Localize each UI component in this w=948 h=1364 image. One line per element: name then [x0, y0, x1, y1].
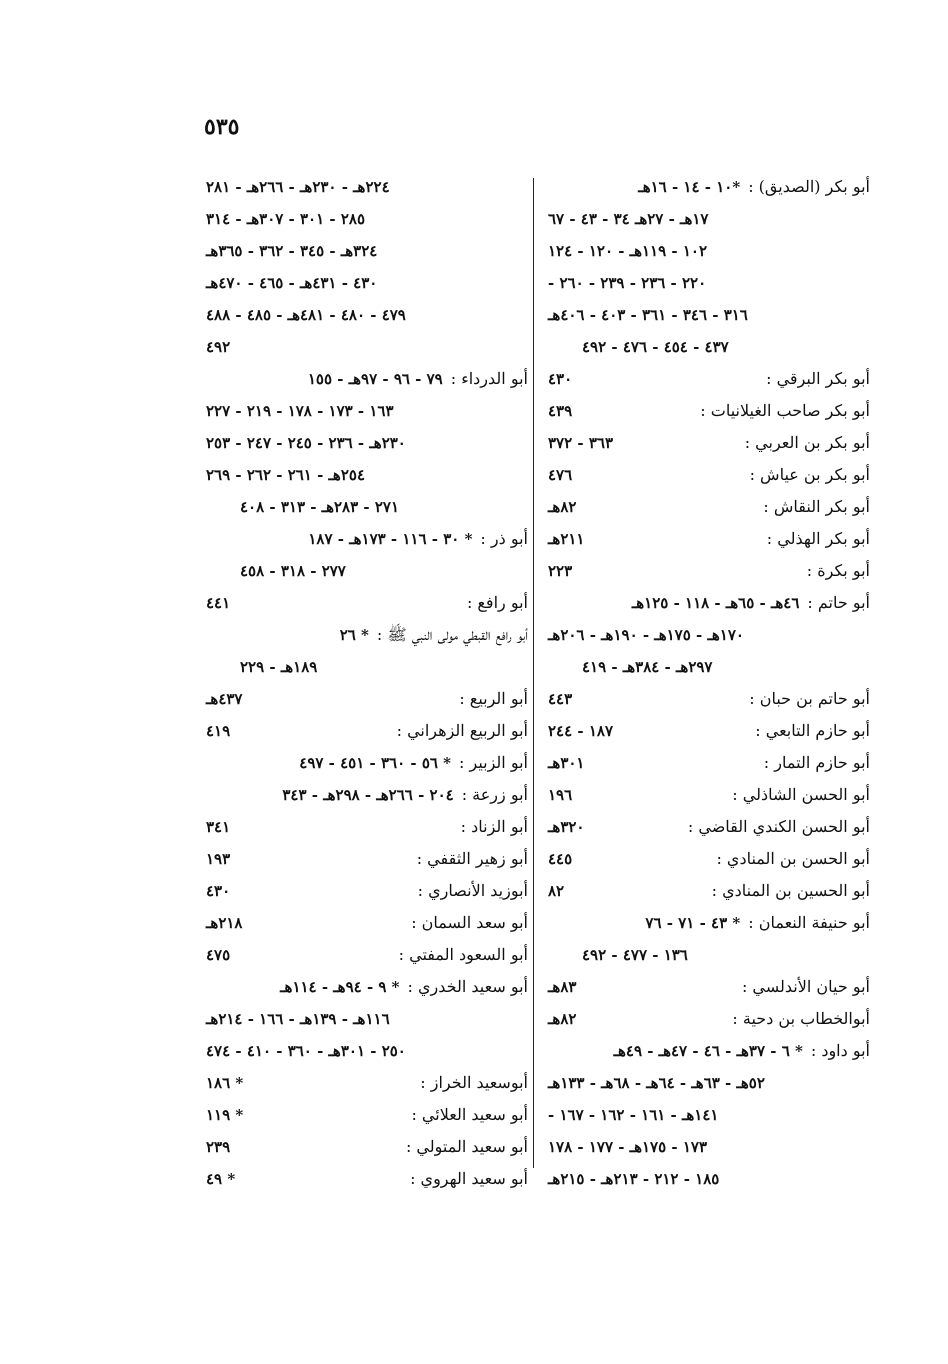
index-entry [200, 1035, 530, 1067]
index-entry [542, 779, 872, 811]
entry-pages: * ٤٩ [206, 1170, 236, 1188]
entry-name: أبو زرعة : [461, 785, 528, 804]
index-entry [542, 299, 872, 331]
entry-pages: ٥٢هـ - ٦٣هـ - ٦٤هـ - ٦٨هـ - ١٣٣هـ [548, 1074, 765, 1092]
entry-pages: ٢٣٠هـ - ٢٣٦ - ٢٤٥ - ٢٤٧ - ٢٥٣ [206, 434, 406, 452]
index-entry [200, 299, 530, 331]
entry-pages: ١٨٩هـ - ٢٢٩ [240, 658, 318, 676]
entry-pages: * ٤٣ - ٧١ - ٧٦ [645, 914, 741, 932]
entry-name: أبو بكر صاحب الغيلانيات : [700, 401, 870, 420]
index-entry [542, 747, 872, 779]
entry-name: أبو الحسن بن المنادي : [716, 849, 870, 868]
entry-pages: ٤١٩ [206, 722, 231, 740]
entry-pages: ٣٤١ [206, 818, 231, 836]
entry-pages: ٢٥٠ - ٣٠١هـ - ٣٦٠ - ٤١٠ - ٤٧٤ [206, 1042, 406, 1060]
entry-name: أبو حيان الأندلسي : [741, 977, 870, 996]
entry-name: أبو حازم التابعي : [755, 721, 870, 740]
entry-pages: ٤٣٧ - ٤٥٤ - ٤٧٦ - ٤٩٢ [582, 338, 729, 356]
index-entry [200, 619, 530, 651]
entry-name: أبو داود : [810, 1041, 870, 1060]
entry-name: أبو الربيع : [459, 689, 528, 708]
index-entry [200, 971, 530, 1003]
entry-pages: ٢٧٧ - ٣١٨ - ٤٥٨ [240, 562, 346, 580]
index-column-left [200, 171, 530, 1195]
index-entry [542, 1099, 872, 1131]
index-entry [542, 523, 872, 555]
page-number: ٥٣٥ [204, 114, 240, 140]
index-entry [542, 1035, 872, 1067]
index-entry [542, 459, 872, 491]
index-entry [542, 1163, 872, 1195]
entry-pages: ٤٤١ [206, 594, 231, 612]
entry-pages: ٨٢هـ [548, 1010, 577, 1028]
index-entry [200, 203, 530, 235]
entry-pages: * ٥٦ - ٣٦٠ - ٤٥١ - ٤٩٧ [299, 754, 452, 772]
entry-name: أبوزيد الأنصاري : [417, 881, 528, 900]
entry-pages: ٤٦هـ - ٦٥هـ - ١١٨ - ١٢٥هـ [631, 594, 800, 612]
index-entry [200, 683, 530, 715]
entry-name: أبو حازم التمار : [763, 753, 870, 772]
entry-pages: ٤٤٣ [548, 690, 573, 708]
index-entry [200, 555, 530, 587]
index-entry [542, 395, 872, 427]
index-entry [542, 363, 872, 395]
entry-pages: ٤٩٢ [206, 338, 231, 356]
index-entry [542, 1067, 872, 1099]
index-entry [542, 1003, 872, 1035]
entry-pages: ١٨٥ - ٢١٢ - ٢١٣هـ - ٢١٥هـ [548, 1170, 720, 1188]
index-entry [542, 555, 872, 587]
entry-name: أبوالخطاب بن دحية : [732, 1009, 870, 1028]
entry-pages: ١٦٣ - ١٧٣ - ١٧٨ - ٢١٩ - ٢٢٧ [206, 402, 394, 420]
index-entry [200, 651, 530, 683]
entry-name: أبو بكر (الصديق) : [748, 177, 870, 196]
entry-name: أبو بكر البرقي : [766, 369, 870, 388]
entry-pages: ١٨٧ - ٢٤٤ [548, 722, 614, 740]
index-entry [200, 1163, 530, 1195]
entry-pages: ٣٠١هـ [548, 754, 585, 772]
index-entry [200, 587, 530, 619]
entry-pages: ١٩٦ [548, 786, 573, 804]
index-entry [542, 811, 872, 843]
index-entry [200, 523, 530, 555]
index-entry [200, 875, 530, 907]
entry-name: أبو الدرداء : [450, 369, 528, 388]
entry-name: أبو السعود المفتي : [398, 945, 528, 964]
entry-pages: ٢٥٤هـ - ٢٦١ - ٢٦٢ - ٢٦٩ [206, 466, 366, 484]
entry-pages: ٣١٦ - ٣٤٦ - ٣٦١ - ٤٠٣ - ٤٠٦هـ [548, 306, 748, 324]
index-entry [200, 747, 530, 779]
entry-pages: ٤٣٠ - ٤٣١هـ - ٤٦٥ - ٤٧٠هـ [206, 274, 378, 292]
index-entry [542, 683, 872, 715]
entry-pages: ٤٤٥ [548, 850, 573, 868]
entry-name: أبو الحسن الكندي القاضي : [687, 817, 870, 836]
entry-pages: ٢٣٩ [206, 1138, 231, 1156]
index-entry [542, 619, 872, 651]
index-entry [200, 267, 530, 299]
index-entry [200, 427, 530, 459]
entry-pages: ٣٦٣ - ٣٧٢ [548, 434, 614, 452]
index-entry [200, 363, 530, 395]
entry-name: أبو بكرة : [806, 561, 870, 580]
index-column-right [542, 171, 872, 1195]
entry-pages: ٤٣٠ [206, 882, 231, 900]
index-entry [200, 907, 530, 939]
index-entry [542, 1131, 872, 1163]
entry-name: أبو زهير الثقفي : [416, 849, 528, 868]
index-entry [200, 491, 530, 523]
entry-name: أبو حاتم بن حبان : [749, 689, 870, 708]
index-entry [542, 491, 872, 523]
index-entry [542, 907, 872, 939]
entry-pages: ١٤١هـ - ١٦١ - ١٦٢ - ١٦٧ - [548, 1106, 719, 1124]
entry-pages: ٨٢هـ [548, 498, 577, 516]
entry-pages: ١١٦هـ - ١٣٩هـ - ١٦٦ - ٢١٤هـ [206, 1010, 390, 1028]
index-entry [200, 171, 530, 203]
entry-pages: ١٧هـ - ٢٧هـ ٣٤ - ٤٣ - ٦٧ [548, 210, 709, 228]
entry-pages: ٢٩٧هـ - ٣٨٤هـ - ٤١٩ [582, 658, 713, 676]
index-entry [542, 971, 872, 1003]
index-entry [542, 587, 872, 619]
entry-pages: ١٧٣ - ١٧٥هـ - ١٧٧ - ١٧٨ [548, 1138, 708, 1156]
index-entry [542, 235, 872, 267]
entry-pages: * ٩ - ٩٤هـ - ١١٤هـ [280, 978, 400, 996]
entry-pages: ٤٣٠ [548, 370, 573, 388]
entry-name: أبو ذر : [480, 529, 528, 548]
entry-pages: ٤٧٥ [206, 946, 231, 964]
index-entry [542, 843, 872, 875]
entry-name: أبو بكر النقاش : [763, 497, 870, 516]
entry-name: أبو الحسن الشاذلي : [732, 785, 870, 804]
index-entry [542, 427, 872, 459]
entry-name: أبو رافع القبطي مولى النبي ﷺ : [376, 625, 528, 644]
entry-pages: ٢٢٤هـ - ٢٣٠هـ - ٢٦٦هـ - ٢٨١ [206, 178, 390, 196]
entry-pages: ٤٣٩ [548, 402, 573, 420]
entry-pages: * ١١٩ [206, 1106, 244, 1124]
column-divider [533, 178, 534, 1168]
index-entry [542, 651, 872, 683]
index-entry [200, 1099, 530, 1131]
index-entry [200, 779, 530, 811]
index-entry [542, 171, 872, 203]
index-entry [542, 875, 872, 907]
entry-pages: * ١٨٦ [206, 1074, 244, 1092]
entry-pages: ٨٢ [548, 882, 565, 900]
index-entry [542, 267, 872, 299]
entry-name: أبو حنيفة النعمان : [748, 913, 870, 932]
entry-pages: ٣٢٤هـ - ٣٤٥ - ٣٦٢ - ٣٦٥هـ [206, 242, 378, 260]
entry-pages: ١٠٢ - ١١٩هـ - ١٢٠ - ١٢٤ [548, 242, 708, 260]
entry-pages: * ٣٠ - ١١٦ - ١٧٣هـ - ١٨٧ [308, 530, 473, 548]
entry-pages: * ٢٦ [339, 626, 369, 644]
entry-name: أبو سعيد المتولي : [405, 1137, 528, 1156]
index-entry [200, 811, 530, 843]
entry-pages: ١٩٣ [206, 850, 231, 868]
entry-pages: ٣٢٠هـ [548, 818, 585, 836]
entry-pages: ٧٩ - ٩٦ - ٩٧هـ - ١٥٥ [307, 370, 443, 388]
entry-name: أبو الحسين بن المنادي : [711, 881, 870, 900]
entry-pages: ٤٣٧هـ [206, 690, 243, 708]
index-entry [200, 843, 530, 875]
entry-pages: ٢٨٥ - ٣٠١ - ٣٠٧هـ - ٣١٤ [206, 210, 366, 228]
index-entry [200, 1067, 530, 1099]
entry-pages: * ٦ - ٣٧هـ - ٤٦ - ٤٧هـ - ٤٩هـ [613, 1042, 803, 1060]
index-entry [200, 1131, 530, 1163]
entry-name: أبو بكر بن عياش : [749, 465, 870, 484]
index-entry [200, 235, 530, 267]
entry-name: أبو رافع : [466, 593, 528, 612]
entry-pages: ٢١٨هـ [206, 914, 243, 932]
entry-name: أبو سعيد الخدري : [407, 977, 528, 996]
entry-name: أبو سعد السمان : [411, 913, 528, 932]
index-entry [542, 331, 872, 363]
index-entry [542, 715, 872, 747]
entry-pages: ٤٧٩ - ٤٨٠ - ٤٨١هـ - ٤٨٥ - ٤٨٨ [206, 306, 406, 324]
index-entry [200, 715, 530, 747]
entry-name: أبو سعيد العلائي : [411, 1105, 528, 1124]
entry-pages: ٢٢٣ [548, 562, 573, 580]
entry-name: أبوسعيد الخراز : [420, 1073, 528, 1092]
index-entry [200, 331, 530, 363]
entry-pages: ٢٠٤ - ٢٦٦هـ - ٢٩٨هـ - ٣٤٣ [282, 786, 454, 804]
entry-name: أبو الربيع الزهراني : [396, 721, 528, 740]
entry-name: أبو حاتم : [807, 593, 870, 612]
entry-pages: ١٣٦ - ٤٧٧ - ٤٩٢ [582, 946, 688, 964]
index-entry [200, 939, 530, 971]
index-entry [200, 1003, 530, 1035]
index-entry [200, 459, 530, 491]
entry-name: أبو بكر الهذلي : [766, 529, 870, 548]
entry-pages: *١٠ - ١٤ - ١٦هـ [638, 178, 741, 196]
entry-pages: ٢١١هـ [548, 530, 585, 548]
index-entry [542, 203, 872, 235]
entry-name: أبو سعيد الهروي : [410, 1169, 528, 1188]
entry-pages: ٤٧٦ [548, 466, 573, 484]
entry-pages: ٢٢٠ - ٢٣٦ - ٢٣٩ - ٢٦٠ - [548, 274, 707, 292]
index-entry [200, 395, 530, 427]
index-entry [542, 939, 872, 971]
entry-name: أبو الزبير : [459, 753, 528, 772]
entry-name: أبو الزناد : [460, 817, 528, 836]
entry-pages: ٢٧١ - ٢٨٣هـ - ٣١٣ - ٤٠٨ [240, 498, 400, 516]
entry-pages: ٨٣هـ [548, 978, 577, 996]
entry-name: أبو بكر بن العربي : [744, 433, 870, 452]
entry-pages: ١٧٠هـ - ١٧٥هـ - ١٩٠هـ - ٢٠٦هـ [548, 626, 744, 644]
